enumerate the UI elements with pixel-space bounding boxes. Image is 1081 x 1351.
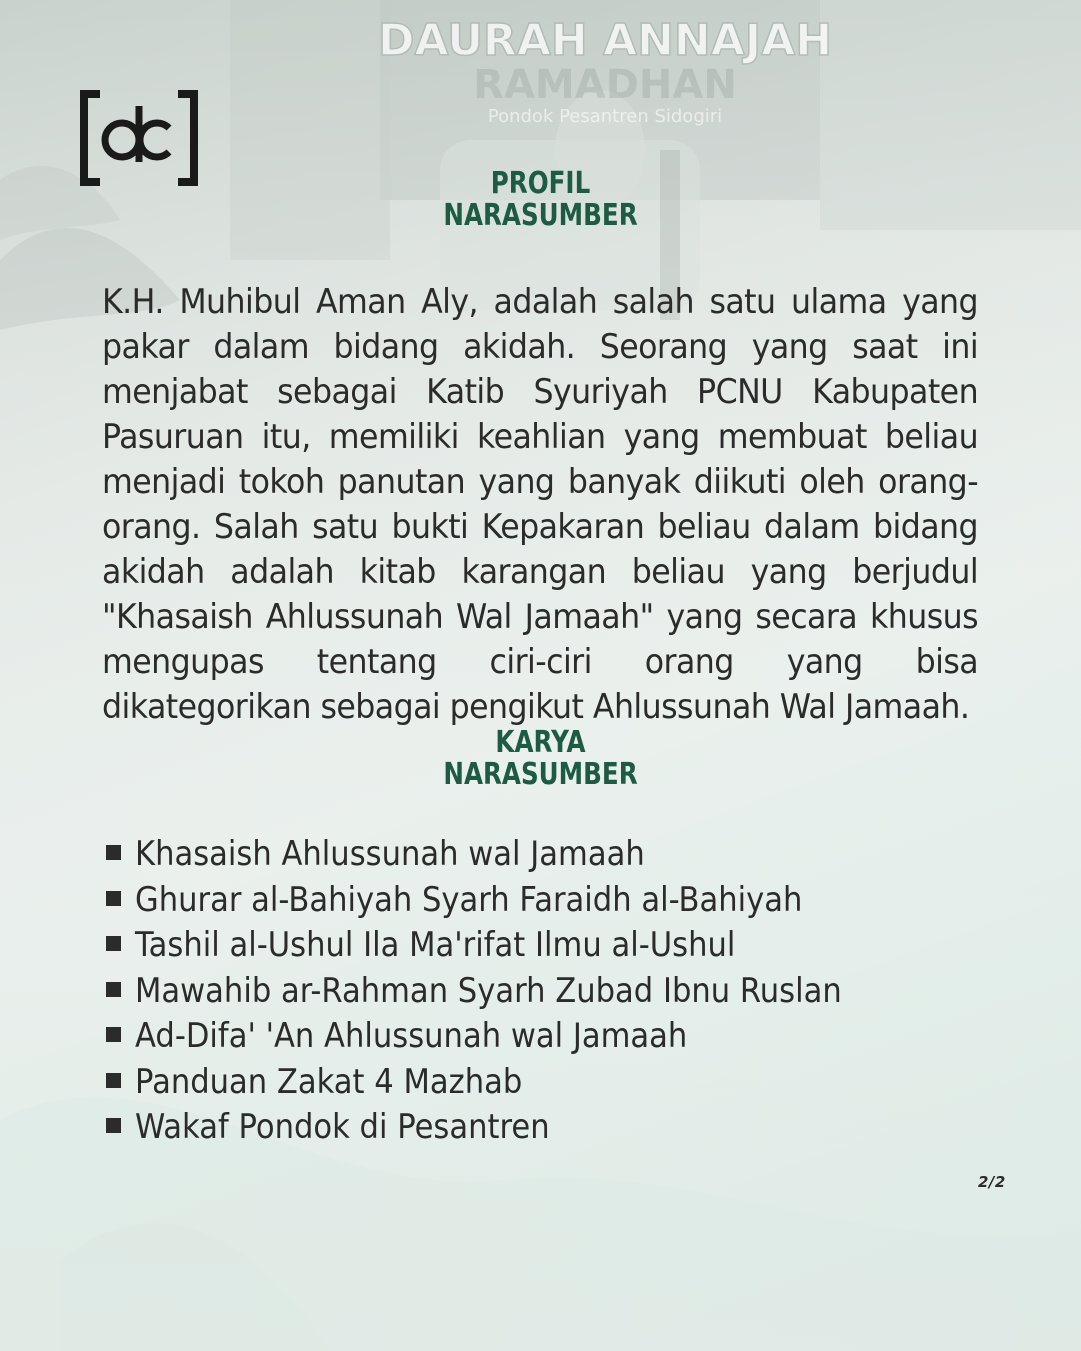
square-bullet-icon bbox=[106, 936, 121, 951]
biography-text: K.H. Muhibul Aman Aly, adalah salah satu ulama yang pakar dalam bidang akidah. Seorang yang saat ini menjabat sebagai Katib Syuriyah PCNU Kabupaten Pasuruan itu, memiliki keahlian yang membuat beliau menjadi tokoh panutan yang banyak diikuti oleh orang-orang. Salah satu bukti Kepakaran beliau dalam bidang akidah adalah kitab karangan beliau yang berjudul "Khasaish Ahlussunah Wal Jamaah" yang secara khusus mengupas tentang ciri-ciri orang yang bisa dikategorikan sebagai pengikut Ahlussunah Wal Jamaah. bbox=[102, 282, 979, 727]
square-bullet-icon bbox=[106, 1073, 121, 1088]
square-bullet-icon bbox=[106, 891, 121, 906]
square-bullet-icon bbox=[106, 982, 121, 997]
work-title: Panduan Zakat 4 Mazhab bbox=[135, 1061, 523, 1102]
list-item bbox=[106, 1014, 920, 1060]
work-title: Tashil al-Ushul Ila Ma'rifat Ilmu al-Ushul bbox=[135, 925, 736, 965]
list-item bbox=[106, 832, 920, 878]
list-item bbox=[106, 1060, 920, 1106]
page-indicator: 2/2 bbox=[978, 1173, 1006, 1191]
profile-heading bbox=[97, 168, 983, 232]
list-item bbox=[106, 923, 920, 969]
list-item bbox=[106, 969, 920, 1015]
work-title: Khasaish Ahlussunah wal Jamaah bbox=[135, 834, 645, 874]
profile-heading-line1: PROFIL bbox=[490, 166, 591, 201]
work-title: Ad-Difa' 'An Ahlussunah wal Jamaah bbox=[135, 1016, 688, 1056]
works-heading bbox=[97, 727, 983, 791]
works-list bbox=[106, 832, 920, 1151]
work-title: Wakaf Pondok di Pesantren bbox=[135, 1107, 550, 1147]
work-title: Mawahib ar-Rahman Syarh Zubad Ibnu Ruslan bbox=[135, 970, 842, 1011]
square-bullet-icon bbox=[106, 1027, 121, 1042]
profile-heading-line2: NARASUMBER bbox=[443, 198, 638, 233]
list-item bbox=[106, 1105, 920, 1151]
list-item bbox=[106, 878, 920, 924]
square-bullet-icon bbox=[106, 845, 121, 860]
works-heading-line1: KARYA bbox=[495, 725, 586, 760]
square-bullet-icon bbox=[106, 1118, 121, 1133]
works-heading-line2: NARASUMBER bbox=[443, 757, 638, 792]
work-title: Ghurar al-Bahiyah Syarh Faraidh al-Bahiyah bbox=[135, 879, 803, 920]
